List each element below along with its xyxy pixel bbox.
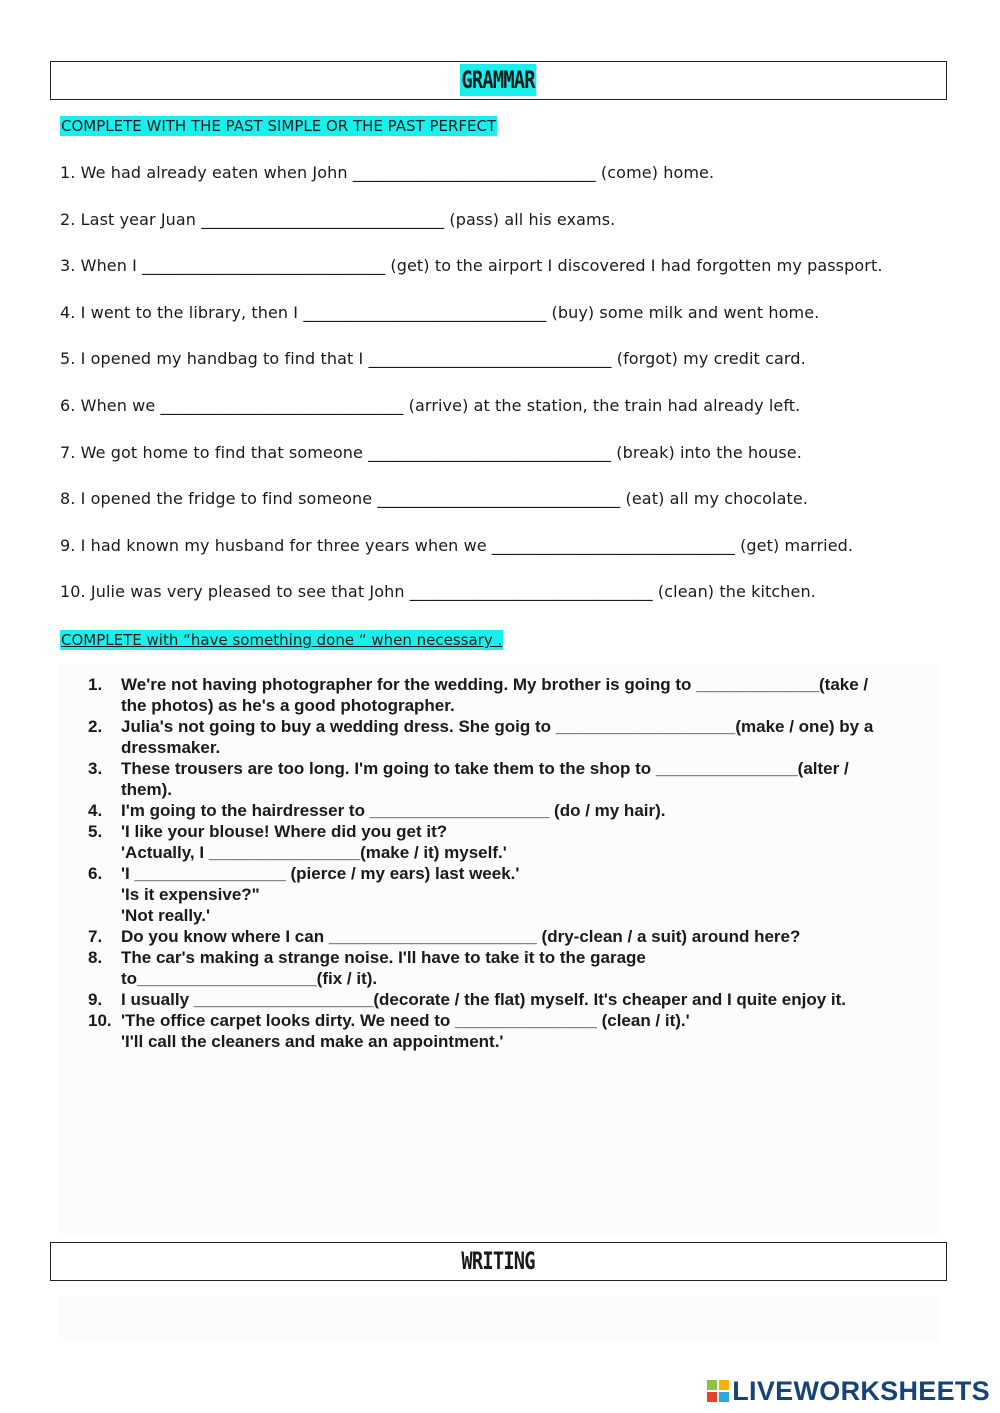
exercise2-item	[88, 989, 938, 1010]
exercise2-item	[88, 1010, 938, 1052]
exercise2-line: 'Not really.'	[121, 906, 211, 925]
exercise1-item: 6. When we ______________________________ (arrive) at the station, the train had already left.	[60, 396, 801, 415]
exercise2-number: 6.	[88, 864, 103, 883]
exercise2-number: 7.	[88, 927, 103, 946]
exercise1-item: 8. I opened the fridge to find someone ______________________________ (eat) all my chocolate.	[60, 489, 809, 509]
exercise2-number: 3.	[88, 759, 103, 778]
writing-title: WRITING	[461, 1247, 536, 1275]
exercise2-item	[88, 926, 938, 947]
logo-square-4	[719, 1392, 729, 1402]
exercise2-number: 1.	[88, 675, 103, 694]
exercise1-item: 9. I had known my husband for three years when we ______________________________ (get) married.	[60, 535, 854, 555]
exercise1-item: 2. Last year Juan ______________________________ (pass) all his exams.	[60, 209, 616, 229]
exercise2-item	[88, 863, 938, 926]
exercise2-item	[88, 821, 938, 863]
exercise2-number: 8.	[88, 948, 103, 967]
exercise2-line: 'Actually, I ________________(make / it) myself.'	[121, 843, 507, 862]
logo-square-2	[719, 1380, 729, 1390]
exercise2-line: Do you know where I can ______________________ (dry-clean / a suit) around here?	[121, 927, 801, 946]
exercise2-line: 'Is it expensive?"	[121, 885, 260, 904]
exercise2-line: 'The office carpet looks dirty. We need to _______________ (clean / it).'	[121, 1011, 690, 1030]
grammar-title: GRAMMAR	[461, 66, 536, 94]
writing-area	[58, 1296, 941, 1342]
exercise2-number: 9.	[88, 990, 103, 1009]
exercise2-item	[88, 716, 938, 758]
liveworksheets-logo	[707, 1376, 990, 1406]
exercise2-number: 5.	[88, 822, 103, 841]
exercise2-line: dressmaker.	[121, 738, 221, 757]
exercise2-number: 4.	[88, 801, 103, 820]
exercise2-line: I usually ___________________(decorate / the flat) myself. It's cheaper and I quite enjoy it.	[121, 990, 846, 1009]
logo-square-3	[707, 1392, 717, 1402]
exercise1-item: 5. I opened my handbag to find that I ______________________________ (forgot) my credit card.	[60, 349, 806, 369]
exercise1-item: 1. We had already eaten when John ______________________________ (come) home.	[60, 163, 715, 182]
logo-text: LIVEWORKSHEETS	[732, 1375, 990, 1406]
exercise2-item	[88, 947, 938, 989]
exercise2-line: I'm going to the hairdresser to ___________________ (do / my hair).	[121, 801, 666, 820]
logo-square-1	[707, 1380, 717, 1390]
instruction-past-tenses: COMPLETE WITH THE PAST SIMPLE OR THE PAST PERFECT	[61, 117, 497, 135]
exercise1-item: 3. When I ______________________________ (get) to the airport I discovered I had forgotten my passport.	[60, 256, 883, 276]
logo-icon	[707, 1380, 729, 1402]
exercise2-line: 'I like your blouse! Where did you get it?	[121, 822, 448, 841]
exercise1-item: 7. We got home to find that someone ______________________________ (break) into the house.	[60, 442, 802, 462]
exercise2-line: them).	[121, 780, 172, 799]
exercise2-line: The car's making a strange noise. I'll have to take it to the garage	[121, 948, 646, 967]
grammar-section-header	[50, 61, 947, 100]
exercise2-number: 2.	[88, 717, 103, 736]
exercise-have-something-done	[88, 674, 938, 1052]
exercise2-number: 10.	[88, 1011, 112, 1030]
exercise2-line: We're not having photographer for the wedding. My brother is going to _____________(take /	[121, 675, 869, 694]
exercise2-line: Julia's not going to buy a wedding dress. She goig to ___________________(make / one) by a	[121, 717, 874, 736]
exercise2-line: the photos) as he's a good photographer.	[121, 696, 455, 715]
instruction-have-something-done: COMPLETE with “have something done “ when necessary .	[61, 631, 503, 649]
writing-section-header	[50, 1242, 947, 1281]
exercise2-line: 'I'll call the cleaners and make an appointment.'	[121, 1032, 504, 1051]
exercise2-line: to___________________(fix / it).	[121, 969, 378, 988]
exercise1-item: 4. I went to the library, then I ______________________________ (buy) some milk and went home.	[60, 302, 820, 322]
exercise2-line: These trousers are too long. I'm going to take them to the shop to _______________(alter /	[121, 759, 849, 778]
exercise1-item: 10. Julie was very pleased to see that John ______________________________ (clean) the kitchen.	[60, 582, 816, 602]
exercise2-item	[88, 800, 938, 821]
exercise2-item	[88, 758, 938, 800]
exercise2-item	[88, 674, 938, 716]
exercise2-line: 'I ________________ (pierce / my ears) last week.'	[121, 864, 520, 883]
